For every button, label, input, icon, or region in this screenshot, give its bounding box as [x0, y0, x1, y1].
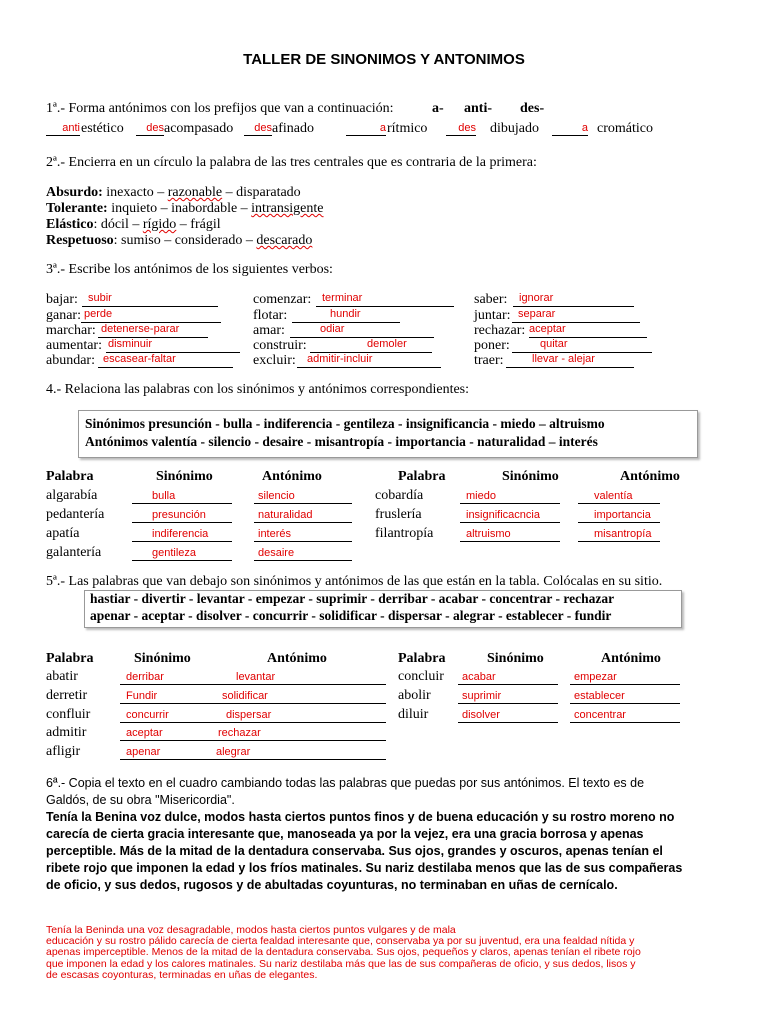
- s3-verb: juntar:: [474, 308, 511, 323]
- table-word: abatir: [46, 669, 78, 684]
- table-blank: [578, 541, 660, 542]
- s6-text-line: ribete rojo que imponen la edad y los fríos matinales. Su nariz destilaba menos que las de sus compañeras: [46, 861, 683, 875]
- antonym-answer: levantar: [236, 671, 276, 683]
- s4-antonyms-line: Antónimos valentía - silencio - desaire - misantropía - importancia - naturalidad – interés: [85, 434, 598, 449]
- table-word: galantería: [46, 545, 102, 560]
- synonym-answer: indiferencia: [152, 528, 209, 540]
- s3-answer: disminuir: [108, 338, 153, 350]
- s6-text-line: Tenía la Benina voz dulce, modos hasta ciertos puntos finos y de buena educación y su rostro moreno no: [46, 810, 675, 824]
- s6-answer-line: Tenía la Beninda una voz desagradable, modos hasta ciertos puntos vulgares y de mala: [46, 924, 456, 936]
- s1-blank: [346, 135, 386, 136]
- table-blank: [120, 759, 232, 760]
- table-word: admitir: [46, 725, 87, 740]
- table-header: Sinónimo: [502, 469, 559, 484]
- synonym-answer: acabar: [462, 671, 496, 683]
- s3-answer: detenerse-parar: [101, 323, 180, 335]
- table-blank: [570, 703, 680, 704]
- table-word: cobardía: [375, 488, 424, 503]
- s2-row: [46, 217, 221, 233]
- antonym-answer: establecer: [574, 690, 625, 702]
- table-header: Palabra: [398, 469, 446, 484]
- s1-prefix: a-: [432, 101, 444, 116]
- s3-answer: separar: [518, 308, 556, 320]
- s3-blank: [82, 306, 218, 307]
- table-blank: [254, 522, 352, 523]
- table-blank: [132, 560, 232, 561]
- synonym-answer: miedo: [466, 490, 496, 502]
- s1-answer: anti: [62, 122, 80, 134]
- antonym-answer: dispersar: [226, 709, 272, 721]
- s2-prompt: 2ª.- Encierra en un círculo la palabra de las tres centrales que es contraria de la primera:: [46, 155, 537, 170]
- table-word: pedantería: [46, 507, 105, 522]
- s3-blank: [98, 367, 233, 368]
- s1-word: rítmico: [387, 121, 428, 136]
- table-blank: [578, 522, 660, 523]
- s2-head-word: Tolerante:: [46, 201, 108, 216]
- table-header: Sinónimo: [487, 651, 544, 666]
- s1-answer: des: [146, 122, 164, 134]
- s3-verb: aumentar:: [46, 338, 102, 353]
- table-header: Palabra: [46, 651, 94, 666]
- s3-answer: subir: [88, 292, 112, 304]
- s3-blank: [290, 337, 434, 338]
- table-header: Palabra: [46, 469, 94, 484]
- synonym-answer: apenar: [126, 746, 161, 758]
- antonym-answer: valentía: [594, 490, 633, 502]
- s3-answer: odiar: [320, 323, 345, 335]
- s1-answer: des: [254, 122, 272, 134]
- s3-blank: [506, 367, 634, 368]
- synonym-answer: altruismo: [466, 528, 511, 540]
- table-word: concluir: [398, 669, 444, 684]
- synonym-answer: presunción: [152, 509, 206, 521]
- s1-answer: a: [581, 122, 588, 134]
- s2-options: inquieto – inabordable –: [107, 201, 252, 216]
- s3-answer: perde: [84, 308, 113, 320]
- synonym-answer: insignificacncia: [466, 509, 540, 521]
- antonym-answer: solidificar: [222, 690, 268, 702]
- table-blank: [120, 722, 232, 723]
- table-blank: [458, 684, 558, 685]
- s1-blank: [446, 135, 476, 136]
- s3-verb: marchar:: [46, 323, 96, 338]
- s2-row: [46, 201, 323, 217]
- s1-word: estético: [81, 121, 124, 136]
- s3-blank: [513, 306, 634, 307]
- table-blank: [218, 703, 386, 704]
- s2-options-tail: – frágil: [176, 217, 221, 232]
- s6-answer-text: [46, 925, 641, 981]
- table-blank: [132, 541, 232, 542]
- synonym-answer: Fundir: [126, 690, 158, 702]
- s1-prompt: 1ª.- Forma antónimos con los prefijos que van a continuación:: [46, 101, 394, 116]
- table-blank: [218, 684, 386, 685]
- s1-blank: [244, 135, 272, 136]
- s2-options: : sumiso – considerado –: [113, 233, 257, 248]
- table-word: derretir: [46, 688, 88, 703]
- antonym-answer: rechazar: [218, 727, 261, 739]
- antonym-answer: interés: [258, 528, 292, 540]
- s3-answer: quitar: [540, 338, 568, 350]
- table-blank: [254, 541, 352, 542]
- s2-options-tail: – disparatado: [222, 185, 301, 200]
- s3-verb: amar:: [253, 323, 285, 338]
- s3-verb: traer:: [474, 353, 504, 368]
- synonym-answer: bulla: [152, 490, 176, 502]
- s1-word: acompasado: [164, 121, 234, 136]
- s3-answer: aceptar: [529, 323, 566, 335]
- s1-word: cromático: [597, 121, 653, 136]
- antonym-answer: misantropía: [594, 528, 652, 540]
- s6-answer-line: de escasas coyonturas, terminadas en uñas de elegantes.: [46, 968, 318, 981]
- s3-verb: abundar:: [46, 353, 95, 368]
- s6-text-line: de oficio, y sus dedos, rugosos y de abultadas coyunturas, no terminaban en uñas de cernícalo.: [46, 878, 618, 892]
- s3-verb: flotar:: [253, 308, 288, 323]
- s6-text-line: perceptible. Más de la mitad de la dentadura conservaba. Sus ojos, grandes y oscuros, apenas tenían el: [46, 844, 663, 858]
- table-word: apatía: [46, 526, 80, 541]
- table-word: abolir: [398, 688, 431, 703]
- s3-blank: [316, 306, 454, 307]
- s6-answer-line: apenas imperceptible. Menos de la mitad de la dentadura conservaba. Sus ojos, pequeños y claros, apenas tenían el ribete rojo: [46, 946, 641, 959]
- s3-verb: poner:: [474, 338, 510, 353]
- s2-head-word: Elástico: [46, 217, 94, 232]
- table-header: Antónimo: [620, 469, 680, 484]
- s1-blank: [46, 135, 80, 136]
- s3-answer: ignorar: [519, 292, 554, 304]
- s3-answer: terminar: [322, 292, 363, 304]
- antonym-answer: alegrar: [216, 746, 251, 758]
- table-header: Antónimo: [262, 469, 322, 484]
- s1-blank: [136, 135, 164, 136]
- table-blank: [120, 703, 232, 704]
- antonym-answer: concentrar: [574, 709, 626, 721]
- table-blank: [132, 522, 232, 523]
- s1-answer: des: [458, 122, 476, 134]
- s1-word: dibujado: [490, 121, 539, 136]
- s3-answer: demoler: [367, 338, 407, 350]
- s3-answer: escasear-faltar: [103, 353, 176, 365]
- s5-prompt: 5ª.- Las palabras que van debajo son sinónimos y antónimos de las que están en la tabla. Colócalas en su sitio.: [46, 574, 663, 589]
- s2-row: [46, 233, 312, 249]
- s6-prompt: [46, 775, 644, 809]
- s1-answer: a: [379, 122, 386, 134]
- s2-options: : dócil –: [93, 217, 143, 232]
- s3-answer: llevar - alejar: [532, 353, 595, 365]
- s2-head-word: Absurdo:: [46, 185, 103, 200]
- s3-verb: comenzar:: [253, 292, 312, 307]
- table-blank: [458, 722, 558, 723]
- table-header: Sinónimo: [156, 469, 213, 484]
- s6-answer-line: que imponen la edad y los calores matinales. Su nariz destilaba más que las de sus compañeras de oficio, y sus dedos, lisos y: [46, 957, 636, 970]
- table-blank: [132, 503, 232, 504]
- table-word: afligir: [46, 744, 81, 759]
- table-header: Antónimo: [601, 651, 661, 666]
- s6-text-line: carecía de cierta gracia interesante que, manoseada ya por la vejez, era una gracia borrosa y apenas: [46, 827, 644, 841]
- table-word: fruslería: [375, 507, 422, 522]
- table-blank: [460, 541, 560, 542]
- s5-box-line2: apenar - aceptar - disolver - concurrir - solidificar - dispersar - alegrar - establecer - fundir: [90, 608, 612, 623]
- table-blank: [570, 722, 680, 723]
- s2-marked-answer: razonable: [167, 185, 223, 200]
- s1-word: afinado: [272, 121, 314, 136]
- s6-source-text: [46, 809, 682, 894]
- table-blank: [218, 722, 386, 723]
- synonym-answer: gentileza: [152, 547, 197, 559]
- table-blank: [460, 503, 560, 504]
- antonym-answer: importancia: [594, 509, 651, 521]
- table-blank: [218, 740, 386, 741]
- s3-verb: bajar:: [46, 292, 78, 307]
- s2-marked-answer: rígido: [142, 217, 177, 232]
- s5-box-line1: hastiar - divertir - levantar - empezar - suprimir - derribar - acabar - concentrar - rechazar: [90, 591, 615, 606]
- s3-prompt: 3ª.- Escribe los antónimos de los siguientes verbos:: [46, 262, 333, 277]
- synonym-answer: derribar: [126, 671, 164, 683]
- s2-options: inexacto –: [102, 185, 168, 200]
- s3-verb: ganar:: [46, 308, 81, 323]
- table-blank: [570, 684, 680, 685]
- s1-prefix: des-: [520, 101, 545, 116]
- table-blank: [578, 503, 660, 504]
- table-word: filantropía: [375, 526, 434, 541]
- synonym-answer: concurrir: [126, 709, 169, 721]
- s3-verb: excluir:: [253, 353, 296, 368]
- synonym-answer: disolver: [462, 709, 500, 721]
- table-word: confluir: [46, 707, 91, 722]
- antonym-answer: naturalidad: [258, 509, 313, 521]
- table-header: Sinónimo: [134, 651, 191, 666]
- s3-blank: [297, 367, 441, 368]
- synonym-answer: aceptar: [126, 727, 163, 739]
- s3-blank: [292, 322, 400, 323]
- s6-answer-line: educación y su rostro pálido carecía de cierta fealdad interesante que, conservaba ya por su juventud, era una fealdad nítida y: [46, 935, 635, 948]
- s6-prompt-line: 6ª.- Copia el texto en el cuadro cambiando todas las palabras que puedas por sus antónimos. El texto es de: [46, 776, 645, 790]
- s2-marked-answer: descarado: [256, 233, 313, 248]
- page-title: TALLER DE SINONIMOS Y ANTONIMOS: [243, 51, 525, 68]
- antonym-answer: desaire: [258, 547, 295, 559]
- table-header: Palabra: [398, 651, 446, 666]
- s2-head-word: Respetuoso: [46, 233, 114, 248]
- s1-blank: [552, 135, 588, 136]
- s3-answer: admitir-incluir: [307, 353, 373, 365]
- antonym-answer: empezar: [574, 671, 617, 683]
- s3-verb: rechazar:: [474, 323, 526, 338]
- table-blank: [218, 759, 386, 760]
- table-blank: [120, 740, 232, 741]
- synonym-answer: suprimir: [462, 690, 502, 702]
- s2-row: [46, 185, 301, 201]
- table-blank: [254, 503, 352, 504]
- table-blank: [458, 703, 558, 704]
- table-word: diluir: [398, 707, 429, 722]
- s4-synonyms-line: Sinónimos presunción - bulla - indiferencia - gentileza - insignificancia - miedo – altruismo: [85, 416, 605, 431]
- table-blank: [460, 522, 560, 523]
- s4-prompt: 4.- Relaciona las palabras con los sinónimos y antónimos correspondientes:: [46, 382, 470, 397]
- table-word: algarabía: [46, 488, 98, 503]
- table-blank: [254, 560, 352, 561]
- s3-verb: construir:: [253, 338, 307, 353]
- s2-marked-answer: intransigente: [251, 201, 324, 216]
- antonym-answer: silencio: [258, 490, 295, 502]
- table-blank: [120, 684, 232, 685]
- s1-prefix: anti-: [464, 101, 492, 116]
- s3-verb: saber:: [474, 292, 508, 307]
- s3-answer: hundir: [330, 308, 361, 320]
- table-header: Antónimo: [267, 651, 327, 666]
- s6-prompt-line: Galdós, de su obra "Misericordia".: [46, 793, 235, 807]
